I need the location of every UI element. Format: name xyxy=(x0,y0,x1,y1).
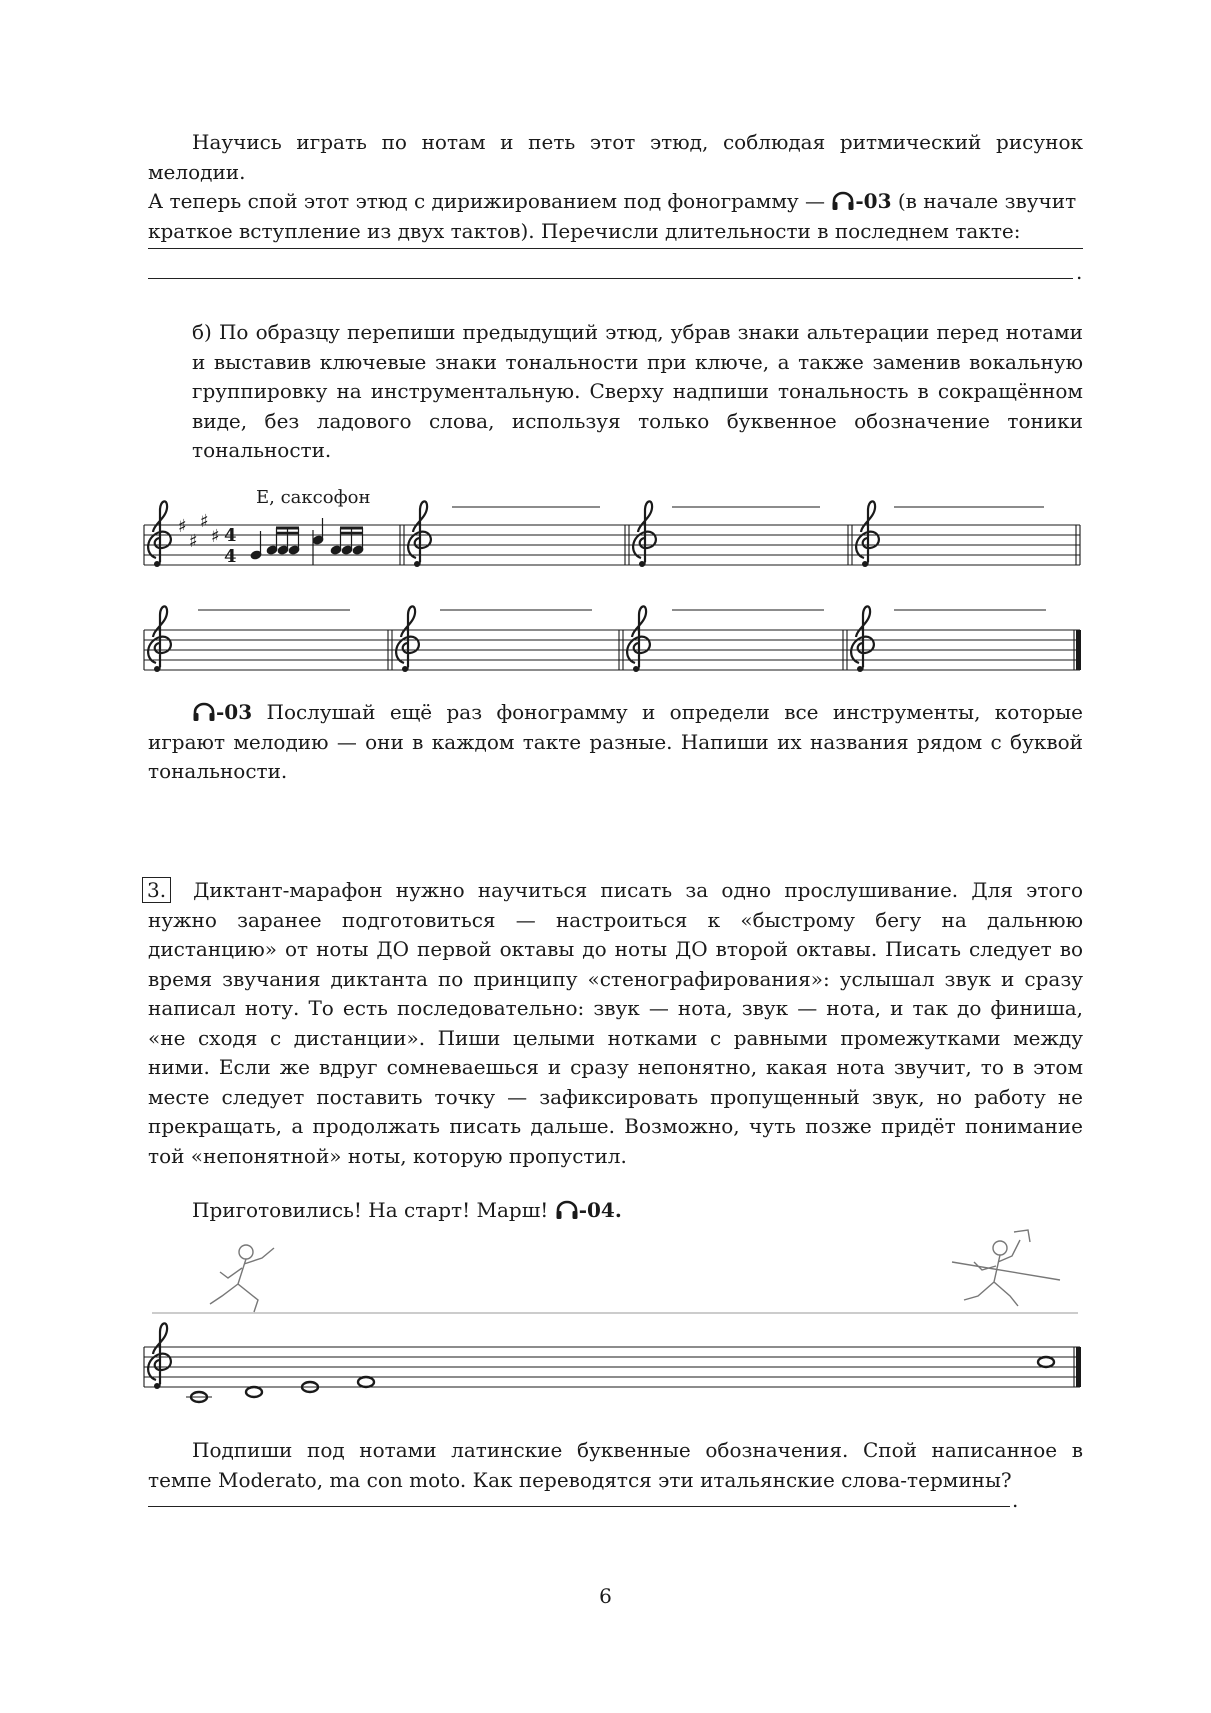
track-number: -04 xyxy=(578,1198,615,1222)
staff-system-2 xyxy=(144,606,1081,672)
svg-text:♯: ♯ xyxy=(200,511,209,532)
task-number: 3. xyxy=(142,877,171,903)
runner-icon xyxy=(952,1230,1060,1306)
track-number: -03 xyxy=(216,700,253,724)
marathon-illustration xyxy=(144,1230,1081,1402)
key-signature-sharps xyxy=(178,511,220,552)
treble-clef-icon xyxy=(396,606,419,672)
treble-clef-icon xyxy=(627,606,650,672)
treble-clef-icon xyxy=(856,501,879,567)
treble-clef-icon xyxy=(148,606,171,672)
staff-system-1 xyxy=(144,501,1080,567)
svg-text:♯: ♯ xyxy=(189,531,198,552)
example-label: E, саксофон xyxy=(256,487,371,508)
intro-line-1: Научись играть по нотам и петь этот этюд, соблюдая ритмический рисунок мелодии. xyxy=(148,130,1083,184)
runner-icon xyxy=(210,1245,274,1312)
task-b-text: б) По образцу перепиши предыдущий этюд, убрав знаки альтерации перед нотами и выставив ключевые знаки тональности при ключе, а также заменив вокальную группировку на инструментальную. Сверху надпиши тональность в сокращённом виде, без ладового слова, используя только буквенное обозначение тоники тональности. xyxy=(192,320,1083,462)
treble-clef-icon xyxy=(148,501,171,567)
svg-text:♯: ♯ xyxy=(178,516,187,537)
track-number: -03 xyxy=(855,189,892,213)
line-end-period: . xyxy=(1076,260,1083,284)
treble-clef-icon xyxy=(633,501,656,567)
intro-line-2: А теперь спой этот этюд с дирижированием под фонограмму — -03 (в начале звучит xyxy=(148,189,1077,213)
intro-line-3: краткое вступление из двух тактов). Перечисли длительности в последнем такте: xyxy=(148,218,1021,243)
headphones-icon xyxy=(192,702,216,722)
svg-text:4: 4 xyxy=(224,546,237,567)
final-paragraph: Подпиши под нотами латинские буквенные обозначения. Спой написанное в темпе Moderato, ma con moto. Как переводятся эти итальянские слова-термины? xyxy=(148,1438,1083,1492)
start-line: Приготовились! На старт! Марш! -04. xyxy=(192,1198,622,1222)
treble-clef-icon xyxy=(148,1323,171,1389)
treble-clef-icon xyxy=(851,606,874,672)
task-3-paragraph: 3. Диктант-марафон нужно научиться писать за одно прослушивание. Для этого нужно заранее подготовиться — настроиться к «быстрому бегу на дальнюю дистанцию» от ноты ДО первой октавы до ноты ДО второй октавы. Писать следует во время звучания диктанта по принципу «стенографирования»: услышал звук и сразу написал ноту. То есть последовательно: звук — нота, звук — нота, и так до финиша, «не сходя с дистанции». Пиши целыми нотками с равными промежутками между ними. Если же вдруг сомневаешься и сразу непонятно, какая нота звучит, то в этом месте следует поставить точку — зафиксировать пропущенный звук, но работу не прекращать, а продолжать писать дальше. Возможно, чуть позже придёт понимание той «непонятной» ноты, которую пропустил. xyxy=(148,876,1083,1171)
listen-paragraph: -03 Послушай ещё раз фонограмму и определи все инструменты, которые играют мелодию — они в каждом такте разные. Напиши их названия рядом с буквой тональности. xyxy=(148,700,1083,783)
svg-text:♯: ♯ xyxy=(211,526,220,547)
line-end-period: . xyxy=(1012,1488,1019,1512)
page-number: 6 xyxy=(599,1584,612,1608)
answer-line[interactable] xyxy=(148,1506,1010,1507)
treble-clef-icon xyxy=(408,501,431,567)
headphones-icon xyxy=(555,1200,579,1220)
svg-text:4: 4 xyxy=(224,525,237,546)
time-signature xyxy=(224,525,237,567)
whole-notes xyxy=(191,1357,1054,1402)
